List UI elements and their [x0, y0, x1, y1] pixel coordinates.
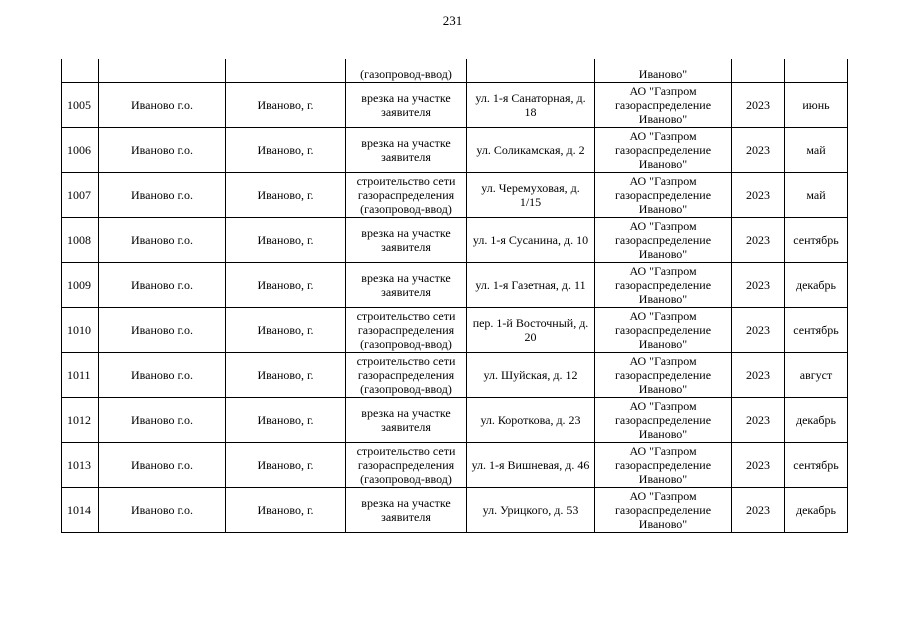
table-row — [62, 488, 848, 533]
cell-district: Иваново г.о. — [99, 83, 226, 128]
cell-operator: АО "Газпром газораспределение Иваново" — [595, 308, 732, 353]
cell-address: ул. Шуйская, д. 12 — [467, 353, 595, 398]
cell-work-type: строительство сети газораспределения (газопровод-ввод) — [346, 443, 467, 488]
table-row — [62, 128, 848, 173]
cell-work-type: (газопровод-ввод) — [346, 59, 467, 83]
cell-locality: Иваново, г. — [226, 173, 346, 218]
cell-operator: АО "Газпром газораспределение Иваново" — [595, 173, 732, 218]
cell-month: сентябрь — [785, 218, 848, 263]
cell-district: Иваново г.о. — [99, 488, 226, 533]
cell-district: Иваново г.о. — [99, 173, 226, 218]
cell-month: май — [785, 128, 848, 173]
cell-locality: Иваново, г. — [226, 308, 346, 353]
cell-num: 1013 — [62, 443, 99, 488]
cell-year: 2023 — [732, 83, 785, 128]
cell-locality: Иваново, г. — [226, 488, 346, 533]
cell-work-type: врезка на участке заявителя — [346, 128, 467, 173]
cell-year: 2023 — [732, 128, 785, 173]
cell-work-type: врезка на участке заявителя — [346, 398, 467, 443]
cell-operator: АО "Газпром газораспределение Иваново" — [595, 353, 732, 398]
cell-work-type: врезка на участке заявителя — [346, 218, 467, 263]
cell-operator: АО "Газпром газораспределение Иваново" — [595, 443, 732, 488]
table-row — [62, 263, 848, 308]
cell-district: Иваново г.о. — [99, 218, 226, 263]
table-row — [62, 443, 848, 488]
cell-month: июнь — [785, 83, 848, 128]
gas-connection-table — [61, 59, 848, 533]
cell-operator: АО "Газпром газораспределение Иваново" — [595, 488, 732, 533]
cell-district: Иваново г.о. — [99, 353, 226, 398]
cell-operator: АО "Газпром газораспределение Иваново" — [595, 128, 732, 173]
cell-locality: Иваново, г. — [226, 263, 346, 308]
table-row — [62, 353, 848, 398]
table-row — [62, 398, 848, 443]
cell-locality — [226, 59, 346, 83]
cell-month: декабрь — [785, 398, 848, 443]
cell-work-type: строительство сети газораспределения (газопровод-ввод) — [346, 173, 467, 218]
cell-work-type: врезка на участке заявителя — [346, 263, 467, 308]
cell-operator: АО "Газпром газораспределение Иваново" — [595, 398, 732, 443]
cell-num: 1014 — [62, 488, 99, 533]
table-row — [62, 308, 848, 353]
cell-address: ул. 1-я Сусанина, д. 10 — [467, 218, 595, 263]
cell-address: ул. 1-я Вишневая, д. 46 — [467, 443, 595, 488]
cell-year: 2023 — [732, 308, 785, 353]
cell-work-type: строительство сети газораспределения (газопровод-ввод) — [346, 353, 467, 398]
cell-num: 1010 — [62, 308, 99, 353]
cell-work-type: врезка на участке заявителя — [346, 83, 467, 128]
cell-month: май — [785, 173, 848, 218]
cell-num: 1005 — [62, 83, 99, 128]
table-row-continued — [62, 59, 848, 83]
cell-month — [785, 59, 848, 83]
cell-district: Иваново г.о. — [99, 443, 226, 488]
cell-year: 2023 — [732, 353, 785, 398]
cell-operator: АО "Газпром газораспределение Иваново" — [595, 218, 732, 263]
cell-address: ул. Урицкого, д. 53 — [467, 488, 595, 533]
cell-operator: АО "Газпром газораспределение Иваново" — [595, 263, 732, 308]
cell-address: ул. 1-я Санаторная, д. 18 — [467, 83, 595, 128]
cell-locality: Иваново, г. — [226, 128, 346, 173]
cell-address: ул. Черемуховая, д. 1/15 — [467, 173, 595, 218]
page-number: 231 — [442, 13, 463, 28]
cell-locality: Иваново, г. — [226, 83, 346, 128]
cell-num: 1009 — [62, 263, 99, 308]
cell-work-type: врезка на участке заявителя — [346, 488, 467, 533]
cell-work-type: строительство сети газораспределения (газопровод-ввод) — [346, 308, 467, 353]
cell-year: 2023 — [732, 173, 785, 218]
cell-year — [732, 59, 785, 83]
cell-address: пер. 1-й Восточный, д. 20 — [467, 308, 595, 353]
cell-locality: Иваново, г. — [226, 353, 346, 398]
cell-locality: Иваново, г. — [226, 443, 346, 488]
cell-address — [467, 59, 595, 83]
cell-num: 1008 — [62, 218, 99, 263]
cell-operator: Иваново" — [595, 59, 732, 83]
cell-month: декабрь — [785, 488, 848, 533]
cell-num: 1012 — [62, 398, 99, 443]
cell-month: август — [785, 353, 848, 398]
cell-year: 2023 — [732, 488, 785, 533]
cell-locality: Иваново, г. — [226, 218, 346, 263]
cell-num — [62, 59, 99, 83]
cell-month: декабрь — [785, 263, 848, 308]
cell-district: Иваново г.о. — [99, 398, 226, 443]
cell-num: 1007 — [62, 173, 99, 218]
cell-operator: АО "Газпром газораспределение Иваново" — [595, 83, 732, 128]
cell-year: 2023 — [732, 398, 785, 443]
cell-num: 1011 — [62, 353, 99, 398]
table-row — [62, 218, 848, 263]
cell-year: 2023 — [732, 443, 785, 488]
table-row — [62, 173, 848, 218]
cell-address: ул. 1-я Газетная, д. 11 — [467, 263, 595, 308]
cell-num: 1006 — [62, 128, 99, 173]
cell-year: 2023 — [732, 263, 785, 308]
cell-district: Иваново г.о. — [99, 263, 226, 308]
cell-locality: Иваново, г. — [226, 398, 346, 443]
cell-year: 2023 — [732, 218, 785, 263]
cell-month: сентябрь — [785, 443, 848, 488]
cell-address: ул. Соликамская, д. 2 — [467, 128, 595, 173]
table-body — [62, 59, 848, 533]
table-row — [62, 83, 848, 128]
cell-month: сентябрь — [785, 308, 848, 353]
cell-address: ул. Короткова, д. 23 — [467, 398, 595, 443]
cell-district: Иваново г.о. — [99, 128, 226, 173]
cell-district: Иваново г.о. — [99, 308, 226, 353]
cell-district — [99, 59, 226, 83]
